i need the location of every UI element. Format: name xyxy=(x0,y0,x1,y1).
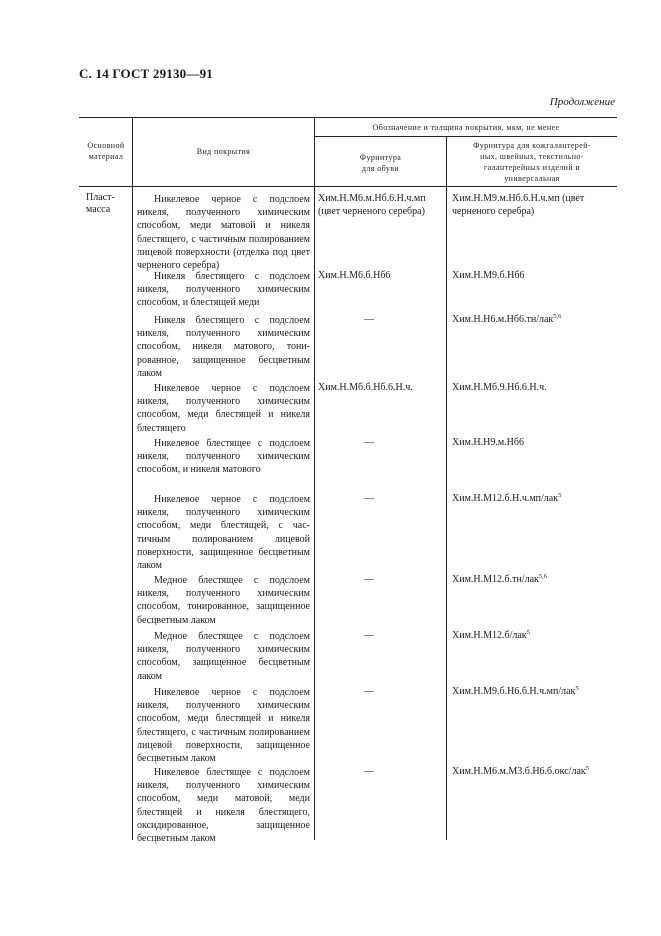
haber-code: Хим.Н.М12.б.Н.ч.мп/лак xyxy=(452,493,559,504)
footnote-ref: 5,6 xyxy=(553,313,562,320)
header-material xyxy=(80,140,132,162)
header-bottom-rule xyxy=(79,186,617,187)
shoe-designation: — xyxy=(364,437,374,448)
haberdashery-designation xyxy=(452,493,617,506)
footnote-ref: 5 xyxy=(585,765,589,772)
header-material-line-1: Основной xyxy=(87,141,125,150)
shoe-designation: — xyxy=(364,686,374,697)
coating-description: Никелевое блестящее с подслоем никеля, полученного химическим способом, меди матовой, меди блестящей и никеля блестящего, оксидированное, защищенное бесцветным лаком xyxy=(137,767,310,845)
haber-code: Хим.Н.Мб.9.Нб.6.Н.ч. xyxy=(452,382,547,393)
shoe-designation: — xyxy=(364,630,374,641)
coating-description: Никеля блестящего с подслоем никеля, полученного химическим способом, и блестящей меди xyxy=(137,271,310,309)
haberdashery-designation xyxy=(452,193,617,218)
shoe-designation: Хим.Н.М6.м.Нб.6.Н.ч.мп (цвет черненого серебра) xyxy=(318,193,426,217)
haberdashery-designation xyxy=(452,382,617,395)
haberdashery-designation xyxy=(452,686,617,699)
footnote-ref: 5,6 xyxy=(538,573,548,580)
table-top-rule xyxy=(79,117,617,118)
shoe-designation: — xyxy=(364,314,374,325)
haber-code: Хим.Н.Н9.м.Нб6 xyxy=(452,437,524,448)
material-line-2: масса xyxy=(86,204,111,215)
shoe-designation: — xyxy=(364,766,374,777)
haber-code: Хим.Н.М12.б.тн/лак xyxy=(452,574,539,585)
haber-code: Хим.Н.М6.м.М3.б.Н6.б.окс/лак xyxy=(452,766,586,777)
header-haber-line-4: универсальная xyxy=(504,174,560,183)
header-designation-group: Обозначение и толщина покрытия, мкм, не менее xyxy=(372,123,560,132)
footnote-ref: 5 xyxy=(526,629,530,636)
header-coating-type: Вид покрытия xyxy=(196,147,251,156)
header-shoe-line-2: для обуви xyxy=(361,164,400,173)
column-divider-coating xyxy=(314,117,315,840)
header-shoe-line-1: Фурнитура xyxy=(359,153,402,162)
coating-description: Медное блестящее с подслоем никеля, полученного химическим способом, тонированное, защищенное бесцветным лаком xyxy=(137,575,310,626)
column-divider-material xyxy=(132,117,133,840)
continuation-label: Продолжение xyxy=(549,96,615,108)
haber-code: Хим.Н.М9.б.Нб6 xyxy=(452,270,525,281)
coating-description: Никелевое блестящее с подслоем никеля, полученного химическим способом, и никеля матового xyxy=(137,438,310,476)
header-haber-line-1: Фурнитура для кожгалантерей- xyxy=(473,141,591,150)
haber-code: Хим.Н.М12.б/лак xyxy=(452,630,527,641)
coating-description: Никелевое черное с подслоем никеля, полученного химическим способом, меди блестящей и никеля блестящего xyxy=(137,383,310,434)
haberdashery-designation xyxy=(452,630,617,643)
coating-description: Никелевое черное с подслоем никеля, полученного химическим способом, меди блестящей и никеля блестящего, с частичным полированием лицевой поверхности, защищенное бесцветным лаком xyxy=(137,687,310,765)
coating-description: Медное блестящее с подслоем никеля, полученного химическим способом, защищенное бесцветным лаком xyxy=(137,631,310,682)
footnote-ref: 5 xyxy=(558,492,562,499)
coating-description: Никеля блестящего с подслоем никеля, полученного химическим способом, никеля матового, тонированное, защищенное бесцветным лаком xyxy=(137,315,310,379)
haber-code: Хим.Н.М9.м.Нб.6.Н.ч.мп (цвет черненого серебра) xyxy=(452,193,585,217)
shoe-designation: Хим.Н.М6.б.Нб6 xyxy=(318,270,391,281)
haberdashery-designation xyxy=(452,270,617,283)
column-divider-shoe xyxy=(446,136,447,840)
designation-group-rule xyxy=(314,136,617,137)
shoe-designation: — xyxy=(364,574,374,585)
haberdashery-designation xyxy=(452,574,617,587)
haberdashery-designation xyxy=(452,314,617,327)
shoe-designation: — xyxy=(364,493,374,504)
haberdashery-designation xyxy=(452,766,617,779)
header-haber-line-3: галантерейных изделий и xyxy=(483,163,581,172)
page-header: С. 14 ГОСТ 29130—91 xyxy=(79,66,213,81)
coating-description: Никелевое черное с подслоем никеля, полученного химическим способом, меди блестящей, с частичным полированием лицевой поверхности, защищенное бесцветным лаком xyxy=(137,494,310,572)
haber-code: Хим.Н.Н6.м.Нб6.тн/лак xyxy=(452,314,554,325)
material-cell xyxy=(86,192,115,216)
haberdashery-designation xyxy=(452,437,617,450)
footnote-ref: 5 xyxy=(575,685,579,692)
header-shoe-fittings xyxy=(315,152,446,174)
coating-description: Никелевое черное с подслоем никеля, полученного химическим способом, меди матовой и никеля блестящего, с частичным полированием лицевой поверхности (отделка под цвет черненого серебра) xyxy=(137,194,310,272)
material-line-1: Пласт- xyxy=(86,192,115,203)
haber-code: Хим.Н.М9.б.Н6.б.Н.ч.мп/лак xyxy=(452,686,576,697)
header-material-line-2: материал xyxy=(88,152,124,161)
header-haber-line-2: ных, швейных, текстильно- xyxy=(480,152,584,161)
header-haberdashery-fittings xyxy=(447,140,617,184)
shoe-designation: Хим.Н.Мб.б.Нб.6.Н.ч. xyxy=(318,382,413,393)
